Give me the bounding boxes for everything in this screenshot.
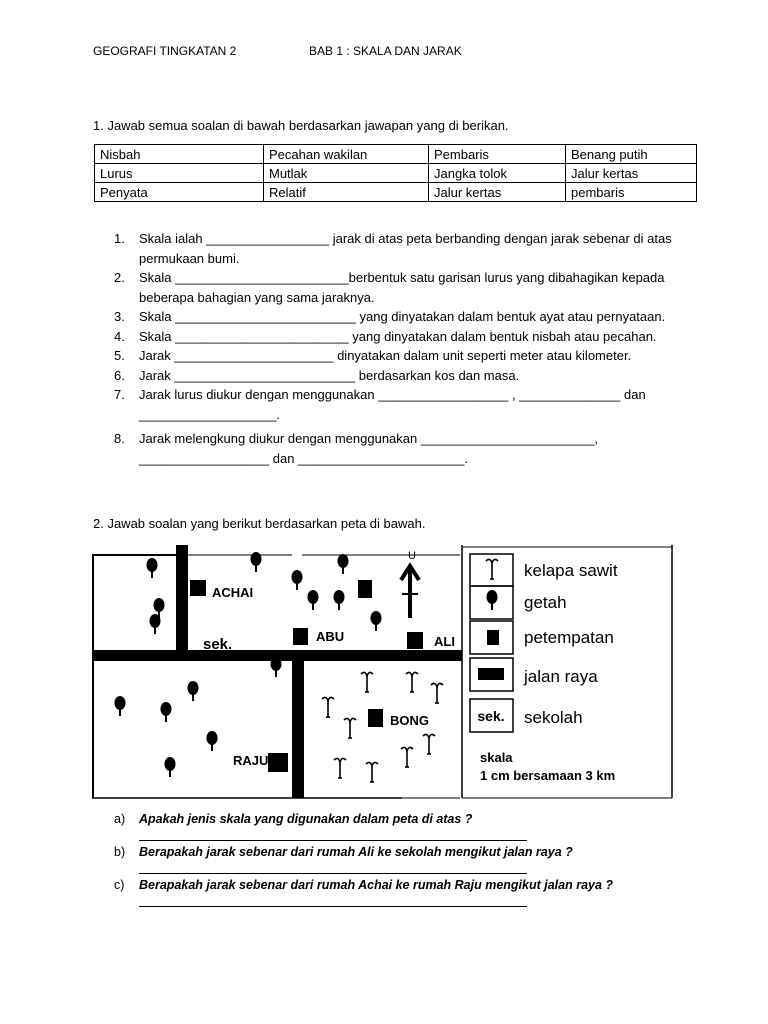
table-cell: Benang putih	[566, 145, 697, 164]
question-number: 6.	[114, 367, 125, 383]
question-number: 2.	[114, 270, 125, 285]
legend-oil-palm-label: kelapa sawit	[524, 561, 618, 580]
scale-statement: 1 cm bersamaan 3 km	[480, 768, 616, 783]
q2-subquestion-list	[114, 812, 674, 911]
question-text: Skala _________________________ yang dinyatakan dalam bentuk ayat atau pernyataan.	[139, 309, 666, 324]
place-label-ali: ALI	[434, 634, 455, 649]
settlements	[190, 580, 455, 772]
table-cell: Pembaris	[429, 145, 566, 164]
subquestion-text: Berapakah jarak sebenar dari rumah Achai ke rumah Raju mengikut jalan raya ?	[139, 878, 614, 892]
header-subject: GEOGRAFI TINGKATAN 2	[93, 44, 237, 58]
list-item	[114, 229, 684, 268]
q1-question-list	[114, 229, 684, 468]
settlement-bong	[368, 709, 383, 727]
subquestion-text: Berapakah jarak sebenar dari rumah Ali ke sekolah mengikut jalan raya ?	[139, 845, 573, 859]
subquestion-label: c)	[114, 878, 125, 892]
place-label-abu: ABU	[316, 629, 345, 644]
table-cell: Jalur kertas	[566, 164, 697, 183]
answer-options-table	[94, 144, 697, 202]
place-label-raju: RAJU	[233, 753, 269, 768]
list-item	[114, 327, 684, 347]
legend-road-label: jalan raya	[524, 667, 598, 686]
legend-settlement-label: petempatan	[524, 628, 614, 647]
scale-title: skala	[480, 750, 513, 765]
list-item	[114, 366, 684, 386]
table-cell: Jalur kertas	[429, 183, 566, 202]
answer-line[interactable]	[139, 826, 527, 841]
settlement-unnamed	[358, 580, 372, 598]
list-item	[114, 845, 674, 874]
legend-rubber-label: getah	[524, 593, 567, 612]
question-text: Skala ialah _________________ jarak di atas peta berbanding dengan jarak sebenar di atas permukaan bumi.	[139, 231, 672, 266]
table-cell: Lurus	[95, 164, 264, 183]
list-item	[114, 812, 674, 841]
settlement-abu	[293, 628, 308, 645]
question-number: 1.	[114, 231, 125, 246]
subquestion-label: b)	[114, 845, 126, 859]
subquestion-text: Apakah jenis skala yang digunakan dalam peta di atas ?	[139, 812, 473, 826]
question-text: Skala ________________________berbentuk satu garisan lurus yang dibahagikan kepada beberapa bahagian yang sama jaraknya.	[139, 270, 665, 305]
header-chapter: BAB 1 : SKALA DAN JARAK	[309, 44, 462, 58]
school-label: sek.	[203, 636, 233, 653]
list-item	[114, 878, 674, 907]
q1-title: 1. Jawab semua soalan di bawah berdasarkan jawapan yang di berikan.	[93, 118, 509, 133]
settlement-raju	[268, 753, 288, 772]
question-number: 4.	[114, 328, 125, 344]
question-number: 3.	[114, 309, 125, 324]
legend-school-label: sekolah	[524, 708, 583, 727]
table-row	[95, 164, 697, 183]
table-row	[95, 183, 697, 202]
table-row	[95, 145, 697, 164]
question-text: Skala ________________________ yang dinyatakan dalam bentuk nisbah atau pecahan.	[139, 328, 657, 344]
list-item	[114, 429, 684, 468]
question-number: 8.	[114, 431, 125, 446]
question-text: Jarak lurus diukur dengan menggunakan __________________ , ______________ dan ___________________.	[139, 387, 646, 422]
question-text: Jarak melengkung diukur dengan menggunakan ________________________, __________________ dan _______________________.	[139, 431, 598, 466]
table-cell: pembaris	[566, 183, 697, 202]
question-number: 5.	[114, 348, 125, 363]
table-cell: Pecahan wakilan	[264, 145, 429, 164]
north-arrow	[401, 550, 419, 618]
answer-line[interactable]	[139, 859, 527, 874]
table-cell: Relatif	[264, 183, 429, 202]
table-cell: Nisbah	[95, 145, 264, 164]
village-map	[92, 542, 676, 804]
table-cell: Mutlak	[264, 164, 429, 183]
list-item	[114, 385, 684, 424]
map-legend	[470, 554, 618, 783]
legend-school-symbol: sek.	[477, 708, 505, 724]
subquestion-label: a)	[114, 812, 126, 826]
question-text: Jarak ______________________ dinyatakan dalam unit seperti meter atau kilometer.	[139, 348, 632, 363]
question-text: Jarak _________________________ berdasarkan kos dan masa.	[139, 367, 520, 383]
list-item	[114, 268, 684, 307]
question-number: 7.	[114, 387, 125, 402]
list-item	[114, 307, 684, 327]
table-cell: Penyata	[95, 183, 264, 202]
q2-title: 2. Jawab soalan yang berikut berdasarkan peta di bawah.	[93, 516, 426, 531]
settlement-ali	[407, 632, 423, 649]
list-item	[114, 346, 684, 366]
table-cell: Jangka tolok	[429, 164, 566, 183]
settlement-achai	[190, 580, 206, 596]
place-label-bong: BONG	[390, 713, 429, 728]
north-label: U	[408, 550, 416, 562]
place-label-achai: ACHAI	[212, 585, 254, 600]
answer-line[interactable]	[139, 892, 527, 907]
